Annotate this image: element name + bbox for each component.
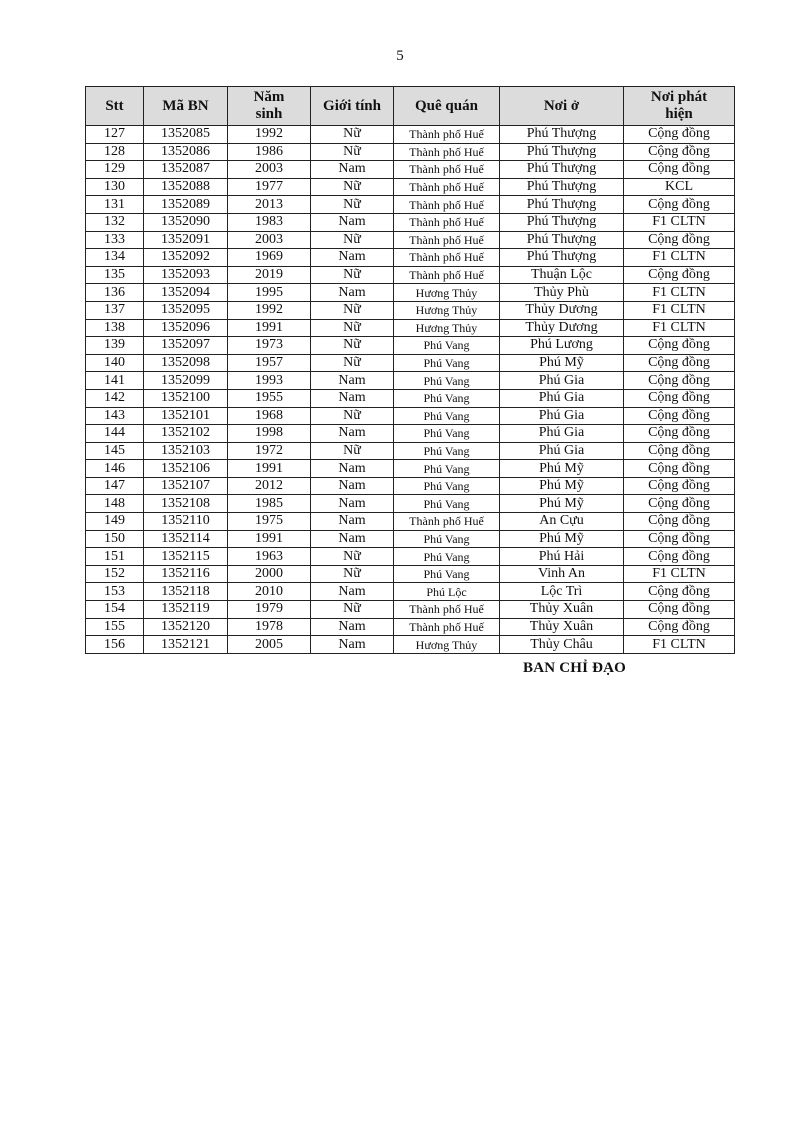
cell-ma-bn: 1352097 xyxy=(144,337,228,355)
cell-nam-sinh: 2003 xyxy=(228,231,311,249)
cell-stt: 146 xyxy=(86,460,144,478)
cell-noi-o: Thủy Dương xyxy=(500,319,624,337)
cell-nam-sinh: 1968 xyxy=(228,407,311,425)
table-row xyxy=(86,530,735,548)
cell-noi-o: Phú Thượng xyxy=(500,231,624,249)
cell-nam-sinh: 2000 xyxy=(228,565,311,583)
cell-gioi-tinh: Nữ xyxy=(311,231,394,249)
cell-noi-o: Phú Gia xyxy=(500,407,624,425)
cell-noi-phat-hien: Cộng đồng xyxy=(624,530,735,548)
cell-noi-phat-hien: Cộng đồng xyxy=(624,513,735,531)
cell-nam-sinh: 1995 xyxy=(228,284,311,302)
cell-ma-bn: 1352106 xyxy=(144,460,228,478)
cell-ma-bn: 1352121 xyxy=(144,636,228,654)
cell-ma-bn: 1352114 xyxy=(144,530,228,548)
cell-noi-phat-hien: F1 CLTN xyxy=(624,565,735,583)
cell-stt: 148 xyxy=(86,495,144,513)
cell-noi-phat-hien: Cộng đồng xyxy=(624,196,735,214)
cell-que-quan: Thành phố Huế xyxy=(394,161,500,179)
cell-gioi-tinh: Nữ xyxy=(311,337,394,355)
cell-gioi-tinh: Nam xyxy=(311,213,394,231)
table-row xyxy=(86,460,735,478)
cell-stt: 152 xyxy=(86,565,144,583)
cell-noi-phat-hien: F1 CLTN xyxy=(624,636,735,654)
cell-noi-phat-hien: Cộng đồng xyxy=(624,337,735,355)
cell-que-quan: Thành phố Huế xyxy=(394,143,500,161)
cell-noi-o: Phú Thượng xyxy=(500,178,624,196)
cell-que-quan: Thành phố Huế xyxy=(394,126,500,144)
cell-noi-o: Phú Gia xyxy=(500,425,624,443)
cell-gioi-tinh: Nữ xyxy=(311,565,394,583)
cell-que-quan: Thành phố Huế xyxy=(394,618,500,636)
cell-gioi-tinh: Nữ xyxy=(311,319,394,337)
cell-noi-o: Phú Thượng xyxy=(500,196,624,214)
cell-nam-sinh: 1969 xyxy=(228,249,311,267)
cell-gioi-tinh: Nữ xyxy=(311,126,394,144)
cell-que-quan: Thành phố Huế xyxy=(394,213,500,231)
cell-ma-bn: 1352116 xyxy=(144,565,228,583)
cell-noi-o: Thủy Xuân xyxy=(500,601,624,619)
cell-noi-phat-hien: Cộng đồng xyxy=(624,126,735,144)
cell-noi-o: Phú Gia xyxy=(500,442,624,460)
cell-noi-phat-hien: F1 CLTN xyxy=(624,213,735,231)
table-row xyxy=(86,425,735,443)
cell-stt: 145 xyxy=(86,442,144,460)
table-row xyxy=(86,249,735,267)
cell-nam-sinh: 1975 xyxy=(228,513,311,531)
cell-noi-o: Thủy Xuân xyxy=(500,618,624,636)
cell-gioi-tinh: Nam xyxy=(311,583,394,601)
cell-ma-bn: 1352108 xyxy=(144,495,228,513)
cell-que-quan: Hương Thủy xyxy=(394,284,500,302)
cell-noi-o: Phú Gia xyxy=(500,372,624,390)
table-row xyxy=(86,196,735,214)
cell-ma-bn: 1352115 xyxy=(144,548,228,566)
cell-stt: 137 xyxy=(86,301,144,319)
cell-ma-bn: 1352094 xyxy=(144,284,228,302)
cell-gioi-tinh: Nữ xyxy=(311,143,394,161)
cell-ma-bn: 1352095 xyxy=(144,301,228,319)
cell-noi-phat-hien: Cộng đồng xyxy=(624,389,735,407)
header-noi-phat-hien-text: Nơi phát hiện xyxy=(650,89,708,122)
cell-stt: 128 xyxy=(86,143,144,161)
table-row xyxy=(86,477,735,495)
cell-nam-sinh: 1979 xyxy=(228,601,311,619)
table-row xyxy=(86,231,735,249)
cell-nam-sinh: 2003 xyxy=(228,161,311,179)
cell-noi-o: An Cựu xyxy=(500,513,624,531)
cell-noi-o: Phú Mỹ xyxy=(500,354,624,372)
cell-que-quan: Phú Lộc xyxy=(394,583,500,601)
cell-gioi-tinh: Nữ xyxy=(311,196,394,214)
cell-stt: 154 xyxy=(86,601,144,619)
cell-que-quan: Phú Vang xyxy=(394,354,500,372)
cell-nam-sinh: 2010 xyxy=(228,583,311,601)
cell-ma-bn: 1352120 xyxy=(144,618,228,636)
cell-que-quan: Phú Vang xyxy=(394,425,500,443)
cell-que-quan: Phú Vang xyxy=(394,495,500,513)
cell-que-quan: Hương Thủy xyxy=(394,636,500,654)
cell-stt: 129 xyxy=(86,161,144,179)
cell-noi-phat-hien: Cộng đồng xyxy=(624,231,735,249)
table-row xyxy=(86,442,735,460)
cell-ma-bn: 1352093 xyxy=(144,266,228,284)
cell-noi-o: Phú Hải xyxy=(500,548,624,566)
cell-gioi-tinh: Nam xyxy=(311,618,394,636)
cell-stt: 144 xyxy=(86,425,144,443)
cell-nam-sinh: 1992 xyxy=(228,301,311,319)
cell-noi-o: Phú Thượng xyxy=(500,213,624,231)
table-row xyxy=(86,126,735,144)
cell-stt: 136 xyxy=(86,284,144,302)
cell-noi-o: Phú Mỹ xyxy=(500,530,624,548)
cell-ma-bn: 1352103 xyxy=(144,442,228,460)
cell-nam-sinh: 1972 xyxy=(228,442,311,460)
table-row xyxy=(86,389,735,407)
cell-noi-o: Phú Mỹ xyxy=(500,477,624,495)
table-row xyxy=(86,161,735,179)
table-row xyxy=(86,636,735,654)
cell-nam-sinh: 2013 xyxy=(228,196,311,214)
cell-que-quan: Phú Vang xyxy=(394,460,500,478)
table-row xyxy=(86,583,735,601)
cell-noi-o: Thủy Châu xyxy=(500,636,624,654)
cell-noi-o: Thủy Phù xyxy=(500,284,624,302)
table-row xyxy=(86,372,735,390)
cell-noi-phat-hien: F1 CLTN xyxy=(624,319,735,337)
cell-noi-phat-hien: Cộng đồng xyxy=(624,548,735,566)
cell-noi-phat-hien: Cộng đồng xyxy=(624,601,735,619)
cell-noi-o: Phú Thượng xyxy=(500,126,624,144)
cell-gioi-tinh: Nam xyxy=(311,477,394,495)
table-row xyxy=(86,354,735,372)
cell-noi-o: Phú Mỹ xyxy=(500,495,624,513)
cell-nam-sinh: 1998 xyxy=(228,425,311,443)
header-ma-bn: Mã BN xyxy=(144,87,228,126)
cell-gioi-tinh: Nam xyxy=(311,372,394,390)
cell-que-quan: Thành phố Huế xyxy=(394,601,500,619)
header-nam-sinh xyxy=(228,87,311,126)
cell-stt: 149 xyxy=(86,513,144,531)
cell-que-quan: Phú Vang xyxy=(394,530,500,548)
table-row xyxy=(86,213,735,231)
cell-gioi-tinh: Nam xyxy=(311,425,394,443)
cell-ma-bn: 1352096 xyxy=(144,319,228,337)
cell-noi-phat-hien: Cộng đồng xyxy=(624,442,735,460)
table-body xyxy=(86,126,735,654)
cell-nam-sinh: 1983 xyxy=(228,213,311,231)
table-row xyxy=(86,407,735,425)
cell-stt: 132 xyxy=(86,213,144,231)
cell-nam-sinh: 1973 xyxy=(228,337,311,355)
header-noi-o: Nơi ở xyxy=(500,87,624,126)
table-row xyxy=(86,513,735,531)
cell-ma-bn: 1352090 xyxy=(144,213,228,231)
cell-que-quan: Thành phố Huế xyxy=(394,249,500,267)
table-row xyxy=(86,266,735,284)
cell-ma-bn: 1352091 xyxy=(144,231,228,249)
cell-ma-bn: 1352100 xyxy=(144,389,228,407)
cell-stt: 127 xyxy=(86,126,144,144)
cell-que-quan: Hương Thủy xyxy=(394,301,500,319)
cell-noi-phat-hien: Cộng đồng xyxy=(624,372,735,390)
cell-ma-bn: 1352086 xyxy=(144,143,228,161)
cell-que-quan: Phú Vang xyxy=(394,565,500,583)
cell-gioi-tinh: Nam xyxy=(311,513,394,531)
cell-nam-sinh: 1992 xyxy=(228,126,311,144)
cell-que-quan: Phú Vang xyxy=(394,407,500,425)
cell-noi-o: Phú Thượng xyxy=(500,143,624,161)
cell-que-quan: Thành phố Huế xyxy=(394,178,500,196)
cell-nam-sinh: 1991 xyxy=(228,530,311,548)
cell-stt: 133 xyxy=(86,231,144,249)
cell-stt: 151 xyxy=(86,548,144,566)
cell-gioi-tinh: Nam xyxy=(311,284,394,302)
table-header-row xyxy=(86,87,735,126)
cell-ma-bn: 1352092 xyxy=(144,249,228,267)
table-row xyxy=(86,548,735,566)
cell-stt: 150 xyxy=(86,530,144,548)
cell-ma-bn: 1352098 xyxy=(144,354,228,372)
cell-ma-bn: 1352110 xyxy=(144,513,228,531)
table-row xyxy=(86,319,735,337)
cell-nam-sinh: 1986 xyxy=(228,143,311,161)
page-number: 5 xyxy=(396,48,404,64)
cell-noi-o: Lộc Trì xyxy=(500,583,624,601)
cell-noi-phat-hien: Cộng đồng xyxy=(624,407,735,425)
cell-nam-sinh: 1955 xyxy=(228,389,311,407)
cell-noi-phat-hien: Cộng đồng xyxy=(624,477,735,495)
cell-nam-sinh: 1993 xyxy=(228,372,311,390)
cell-stt: 130 xyxy=(86,178,144,196)
cell-que-quan: Phú Vang xyxy=(394,548,500,566)
cell-gioi-tinh: Nữ xyxy=(311,407,394,425)
cell-gioi-tinh: Nữ xyxy=(311,301,394,319)
cell-noi-o: Phú Lương xyxy=(500,337,624,355)
cell-noi-phat-hien: Cộng đồng xyxy=(624,266,735,284)
cell-nam-sinh: 1985 xyxy=(228,495,311,513)
cell-ma-bn: 1352088 xyxy=(144,178,228,196)
table-row xyxy=(86,495,735,513)
cell-noi-o: Phú Thượng xyxy=(500,161,624,179)
cell-noi-o: Phú Gia xyxy=(500,389,624,407)
cell-noi-phat-hien: KCL xyxy=(624,178,735,196)
cell-noi-phat-hien: Cộng đồng xyxy=(624,618,735,636)
cell-stt: 143 xyxy=(86,407,144,425)
cell-ma-bn: 1352102 xyxy=(144,425,228,443)
cell-noi-phat-hien: Cộng đồng xyxy=(624,495,735,513)
cell-nam-sinh: 1991 xyxy=(228,319,311,337)
cell-noi-o: Phú Mỹ xyxy=(500,460,624,478)
cell-nam-sinh: 1978 xyxy=(228,618,311,636)
cell-noi-phat-hien: F1 CLTN xyxy=(624,284,735,302)
cell-que-quan: Phú Vang xyxy=(394,477,500,495)
table-row xyxy=(86,301,735,319)
cell-stt: 142 xyxy=(86,389,144,407)
cell-noi-phat-hien: Cộng đồng xyxy=(624,425,735,443)
table-row xyxy=(86,601,735,619)
cell-stt: 134 xyxy=(86,249,144,267)
cell-que-quan: Thành phố Huế xyxy=(394,231,500,249)
cell-stt: 141 xyxy=(86,372,144,390)
cell-ma-bn: 1352101 xyxy=(144,407,228,425)
table-row xyxy=(86,618,735,636)
cell-que-quan: Phú Vang xyxy=(394,442,500,460)
header-nam-sinh-text: Năm sinh xyxy=(253,89,285,122)
cell-stt: 139 xyxy=(86,337,144,355)
table-row xyxy=(86,565,735,583)
cell-stt: 155 xyxy=(86,618,144,636)
cell-gioi-tinh: Nữ xyxy=(311,266,394,284)
cell-nam-sinh: 1963 xyxy=(228,548,311,566)
cell-nam-sinh: 1991 xyxy=(228,460,311,478)
cell-noi-o: Thủy Dương xyxy=(500,301,624,319)
cell-noi-phat-hien: Cộng đồng xyxy=(624,161,735,179)
cell-que-quan: Thành phố Huế xyxy=(394,513,500,531)
cell-gioi-tinh: Nam xyxy=(311,161,394,179)
header-gioi-tinh: Giới tính xyxy=(311,87,394,126)
table-row xyxy=(86,284,735,302)
cell-que-quan: Phú Vang xyxy=(394,372,500,390)
cell-nam-sinh: 1957 xyxy=(228,354,311,372)
cell-stt: 140 xyxy=(86,354,144,372)
cell-noi-phat-hien: Cộng đồng xyxy=(624,583,735,601)
cell-stt: 147 xyxy=(86,477,144,495)
cell-que-quan: Phú Vang xyxy=(394,337,500,355)
cell-noi-phat-hien: F1 CLTN xyxy=(624,249,735,267)
cell-nam-sinh: 2019 xyxy=(228,266,311,284)
cell-gioi-tinh: Nam xyxy=(311,636,394,654)
cell-noi-phat-hien: Cộng đồng xyxy=(624,354,735,372)
cell-gioi-tinh: Nam xyxy=(311,249,394,267)
cell-gioi-tinh: Nam xyxy=(311,495,394,513)
cell-ma-bn: 1352107 xyxy=(144,477,228,495)
header-que-quan: Quê quán xyxy=(394,87,500,126)
cell-noi-o: Thuận Lộc xyxy=(500,266,624,284)
cell-stt: 156 xyxy=(86,636,144,654)
cell-gioi-tinh: Nam xyxy=(311,530,394,548)
cell-ma-bn: 1352085 xyxy=(144,126,228,144)
cell-nam-sinh: 2012 xyxy=(228,477,311,495)
cell-stt: 131 xyxy=(86,196,144,214)
cell-stt: 135 xyxy=(86,266,144,284)
cell-ma-bn: 1352087 xyxy=(144,161,228,179)
cell-nam-sinh: 2005 xyxy=(228,636,311,654)
header-stt: Stt xyxy=(86,87,144,126)
cell-stt: 138 xyxy=(86,319,144,337)
cell-que-quan: Thành phố Huế xyxy=(394,196,500,214)
cell-noi-phat-hien: Cộng đồng xyxy=(624,460,735,478)
signature-label: BAN CHỈ ĐẠO xyxy=(523,660,627,676)
cell-ma-bn: 1352099 xyxy=(144,372,228,390)
table-row xyxy=(86,337,735,355)
cell-stt: 153 xyxy=(86,583,144,601)
cell-gioi-tinh: Nữ xyxy=(311,178,394,196)
cell-gioi-tinh: Nam xyxy=(311,389,394,407)
header-noi-phat-hien xyxy=(624,87,735,126)
cell-ma-bn: 1352119 xyxy=(144,601,228,619)
cell-gioi-tinh: Nữ xyxy=(311,354,394,372)
case-table xyxy=(85,86,735,654)
cell-ma-bn: 1352118 xyxy=(144,583,228,601)
cell-gioi-tinh: Nữ xyxy=(311,601,394,619)
cell-gioi-tinh: Nữ xyxy=(311,548,394,566)
cell-ma-bn: 1352089 xyxy=(144,196,228,214)
table-row xyxy=(86,143,735,161)
cell-que-quan: Phú Vang xyxy=(394,389,500,407)
cell-nam-sinh: 1977 xyxy=(228,178,311,196)
cell-noi-phat-hien: F1 CLTN xyxy=(624,301,735,319)
cell-noi-o: Phú Thượng xyxy=(500,249,624,267)
cell-que-quan: Hương Thủy xyxy=(394,319,500,337)
cell-gioi-tinh: Nữ xyxy=(311,442,394,460)
table-row xyxy=(86,178,735,196)
cell-que-quan: Thành phố Huế xyxy=(394,266,500,284)
cell-noi-o: Vinh An xyxy=(500,565,624,583)
cell-noi-phat-hien: Cộng đồng xyxy=(624,143,735,161)
cell-gioi-tinh: Nam xyxy=(311,460,394,478)
